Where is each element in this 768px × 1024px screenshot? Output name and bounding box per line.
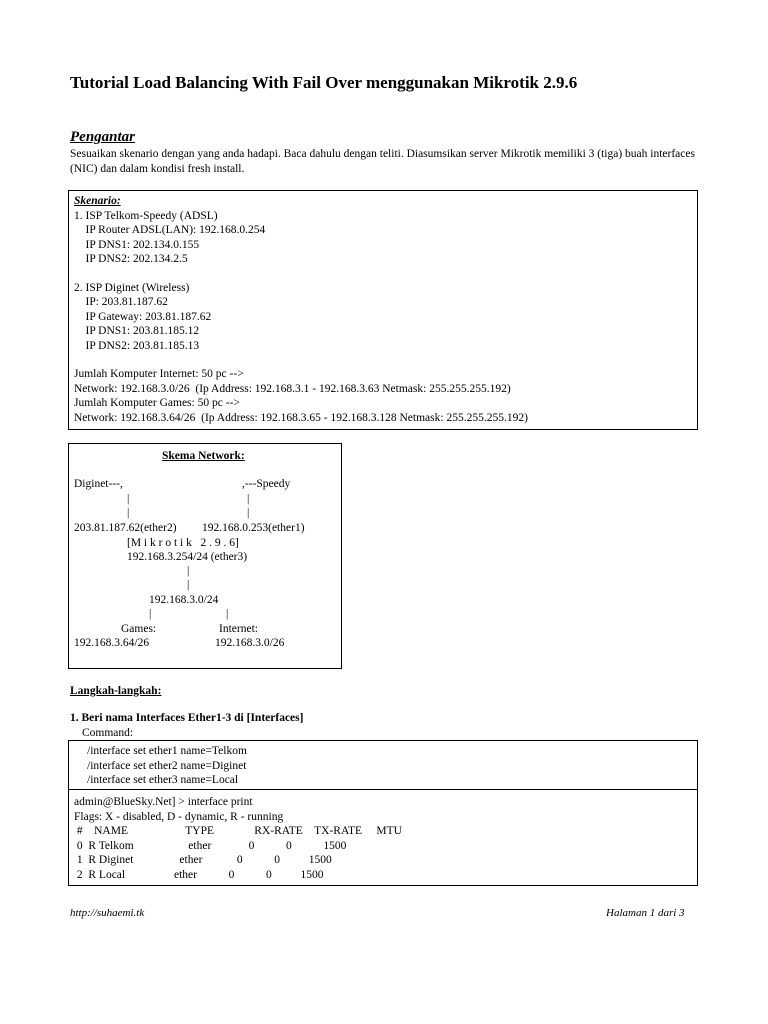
intro-heading: Pengantar (70, 129, 136, 145)
scenario-heading: Skenario: (74, 195, 121, 207)
network-diagram-box (68, 443, 342, 669)
scenario-line: Network: 192.168.3.0/26 (Ip Address: 192.168.3.1 - 192.168.3.63 Netmask: 255.255.255.192) (74, 383, 511, 395)
games-label: Games: (121, 623, 157, 635)
output-line: admin@BlueSky.Net] > interface print (74, 796, 253, 808)
command-box (68, 740, 698, 790)
steps-heading: Langkah-langkah: (70, 685, 162, 697)
network-heading: Skema Network: (162, 450, 245, 462)
output-line: 0 R Telkom ether 0 0 1500 (74, 840, 347, 852)
link-pipe: | (226, 608, 229, 620)
link-pipe: | (187, 565, 190, 577)
speedy-label: ,---Speedy (242, 478, 291, 490)
intro-text: Sesuaikan skenario dengan yang anda hadapi. Baca dahulu dengan teliti. Diasumsikan server Mikrotik memiliki 3 (tiga) buah interfaces (NIC) dan dalam kondisi fresh install. (70, 148, 695, 175)
link-pipe: | (187, 579, 190, 591)
games-network: 192.168.3.64/26 (74, 637, 150, 649)
output-line: Flags: X - disabled, D - dynamic, R - running (74, 811, 284, 823)
mikrotik-label: [M i k r o t i k 2 . 9 . 6] (127, 537, 239, 549)
document-title: Tutorial Load Balancing With Fail Over menggunakan Mikrotik 2.9.6 (70, 73, 578, 92)
ether3-label: 192.168.3.254/24 (ether3) (127, 551, 248, 563)
scenario-line: IP Router ADSL(LAN): 192.168.0.254 (74, 224, 266, 236)
scenario-line: Jumlah Komputer Internet: 50 pc --> (74, 368, 244, 380)
link-pipe: | (149, 608, 152, 620)
scenario-box (68, 190, 698, 430)
scenario-line: IP DNS1: 202.134.0.155 (74, 239, 200, 251)
command-label: Command: (82, 727, 134, 739)
footer-url[interactable]: http://suhaemi.tk (70, 907, 145, 919)
link-pipe: | (127, 493, 130, 505)
link-pipe: | (247, 493, 250, 505)
scenario-line: Network: 192.168.3.64/26 (Ip Address: 192.168.3.65 - 192.168.3.128 Netmask: 255.255.255.192) (74, 412, 528, 424)
scenario-line: IP DNS2: 203.81.185.13 (74, 340, 200, 352)
command-line: /interface set ether3 name=Local (87, 774, 239, 786)
command-line: /interface set ether2 name=Diginet (87, 760, 247, 772)
output-line: 2 R Local ether 0 0 1500 (74, 869, 324, 881)
scenario-line: IP Gateway: 203.81.187.62 (74, 311, 212, 323)
scenario-line: IP DNS2: 202.134.2.5 (74, 253, 188, 265)
internet-label: Internet: (219, 623, 258, 635)
scenario-line: Jumlah Komputer Games: 50 pc --> (74, 397, 240, 409)
output-line: # NAME TYPE RX-RATE TX-RATE MTU (74, 825, 402, 837)
footer-page-number: Halaman 1 dari 3 (606, 907, 685, 919)
ether1-label: 192.168.0.253(ether1) (202, 522, 305, 534)
scenario-line: 2. ISP Diginet (Wireless) (74, 282, 190, 294)
output-line: 1 R Diginet ether 0 0 1500 (74, 854, 332, 866)
subnet-label: 192.168.3.0/24 (149, 594, 219, 606)
command-line: /interface set ether1 name=Telkom (87, 745, 247, 757)
ether2-label: 203.81.187.62(ether2) (74, 522, 177, 534)
step1-title: 1. Beri nama Interfaces Ether1-3 di [Interfaces] (70, 712, 304, 724)
scenario-line: IP: 203.81.187.62 (74, 296, 168, 308)
scenario-line: IP DNS1: 203.81.185.12 (74, 325, 200, 337)
diginet-label: Diginet---, (74, 478, 123, 490)
internet-network: 192.168.3.0/26 (215, 637, 285, 649)
link-pipe: | (127, 507, 130, 519)
scenario-line: 1. ISP Telkom-Speedy (ADSL) (74, 210, 218, 222)
link-pipe: | (247, 507, 250, 519)
output-box (68, 789, 698, 886)
